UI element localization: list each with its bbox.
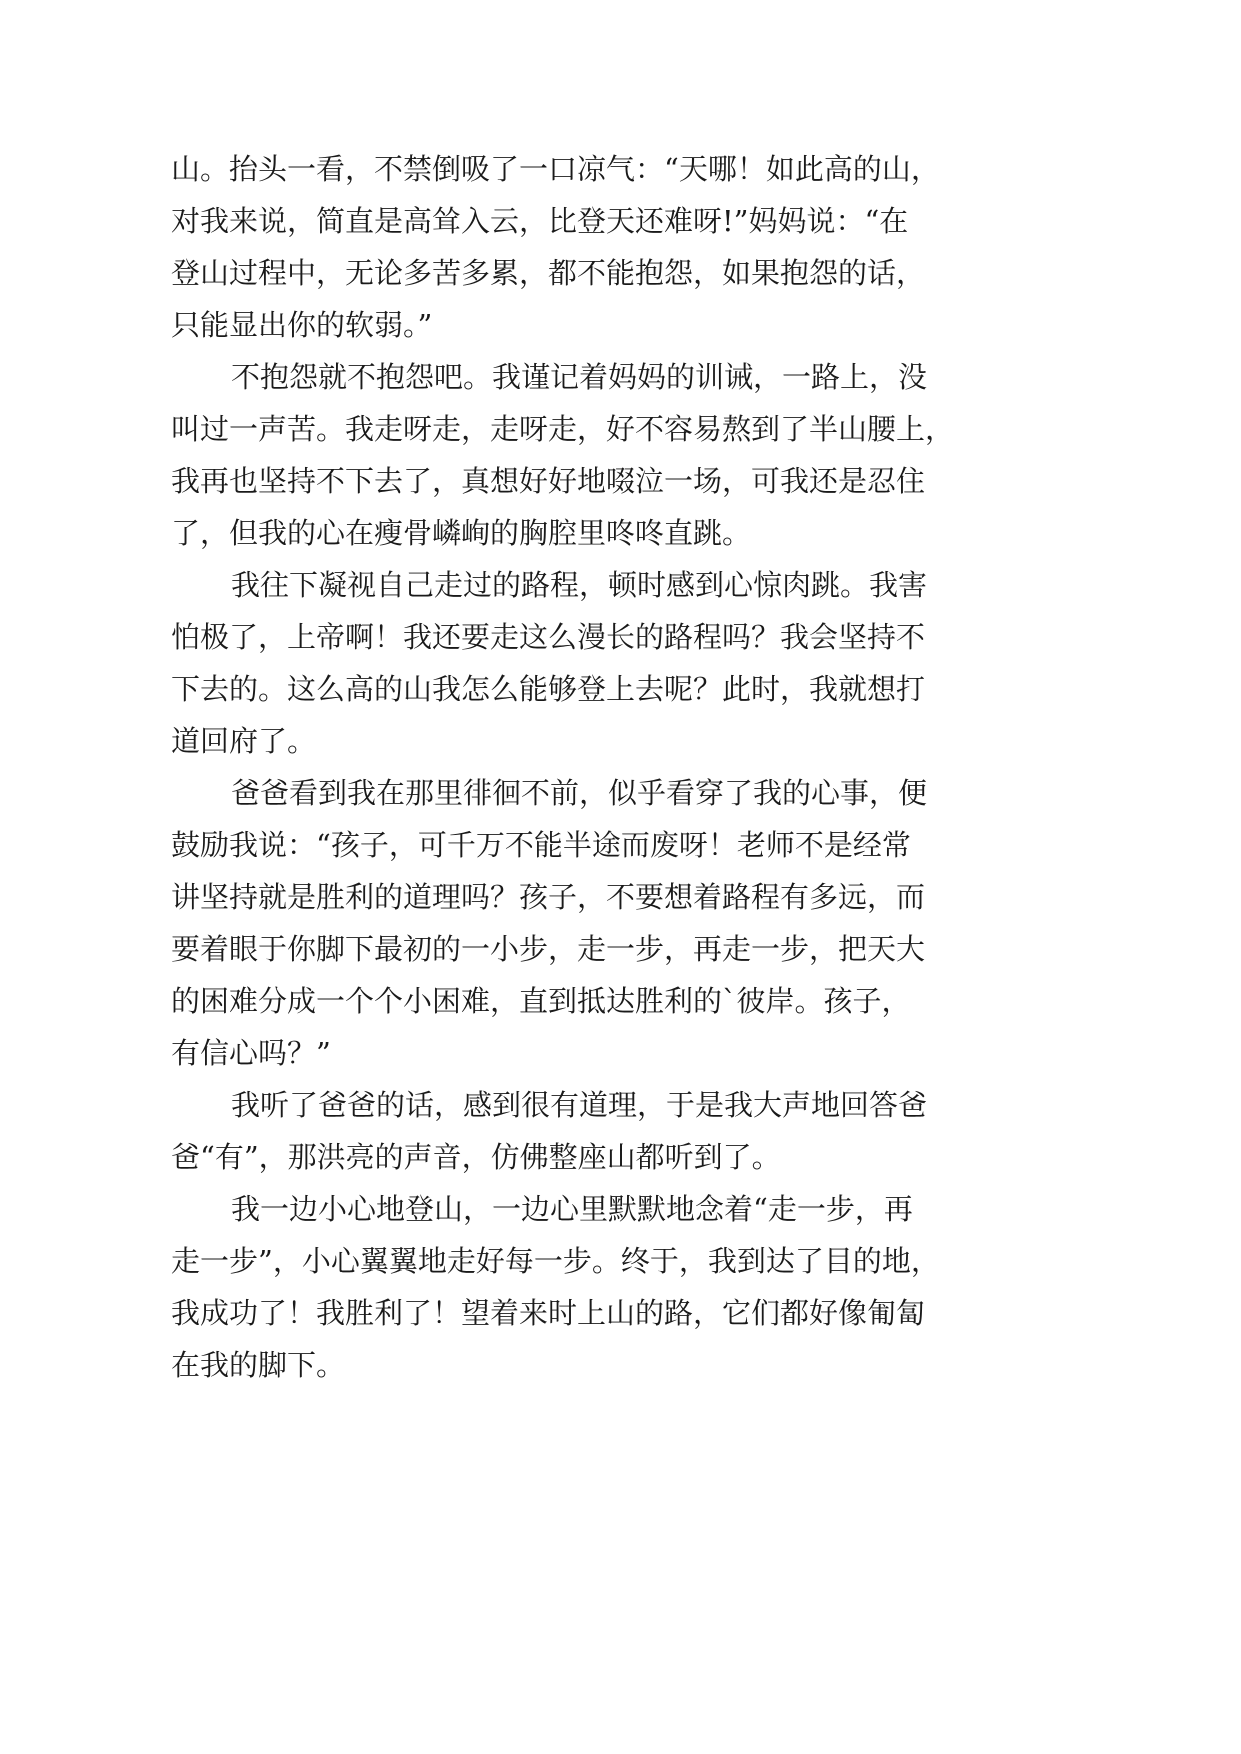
text-line: 讲坚持就是胜利的道理吗？孩子，不要想着路程有多远，而: [171, 880, 926, 914]
text-line: 我成功了！我胜利了！望着来时上山的路，它们都好像匍匐: [171, 1296, 926, 1330]
text-line: 怕极了，上帝啊！我还要走这么漫长的路程吗？我会坚持不: [171, 620, 926, 654]
paragraph-first-line: 我听了爸爸的话，感到很有道理，于是我大声地回答爸: [231, 1088, 928, 1122]
text-line: 要着眼于你脚下最初的一小步，走一步，再走一步，把天大: [171, 932, 926, 966]
text-line: 道回府了。: [171, 724, 317, 758]
paragraph-first-line: 不抱怨就不抱怨吧。我谨记着妈妈的训诫，一路上，没: [231, 360, 928, 394]
text-line: 登山过程中，无论多苦多累，都不能抱怨，如果抱怨的话，: [171, 256, 926, 290]
text-line: 了，但我的心在瘦骨嶙峋的胸腔里咚咚直跳。: [171, 516, 752, 550]
text-line: 叫过一声苦。我走呀走，走呀走，好不容易熬到了半山腰上，: [171, 412, 955, 446]
text-line: 鼓励我说：“孩子，可千万不能半途而废呀！老师不是经常: [171, 828, 911, 862]
text-line: 我再也坚持不下去了，真想好好地啜泣一场，可我还是忍住: [171, 464, 926, 498]
text-line: 对我来说，简直是高耸入云，比登天还难呀!”妈妈说：“在: [171, 204, 909, 238]
text-line: 在我的脚下。: [171, 1348, 346, 1382]
text-line: 的困难分成一个个小困难，直到抵达胜利的`彼岸。孩子，: [171, 984, 911, 1018]
text-line: 爸“有”，那洪亮的声音，仿佛整座山都听到了。: [171, 1140, 781, 1174]
text-line: 下去的。这么高的山我怎么能够登上去呢？此时，我就想打: [171, 672, 926, 706]
text-line: 山。抬头一看，不禁倒吸了一口凉气：“天哪！如此高的山，: [171, 152, 940, 186]
paragraph-first-line: 我一边小心地登山，一边心里默默地念着“走一步，再: [231, 1192, 913, 1226]
paragraph-first-line: 我往下凝视自己走过的路程，顿时感到心惊肉跳。我害: [231, 568, 928, 602]
text-line: 只能显出你的软弱。”: [171, 308, 433, 342]
text-line: 有信心吗？”: [171, 1036, 331, 1070]
paragraph-first-line: 爸爸看到我在那里徘徊不前，似乎看穿了我的心事，便: [231, 776, 928, 810]
text-line: 走一步”，小心翼翼地走好每一步。终于，我到达了目的地，: [171, 1244, 940, 1278]
